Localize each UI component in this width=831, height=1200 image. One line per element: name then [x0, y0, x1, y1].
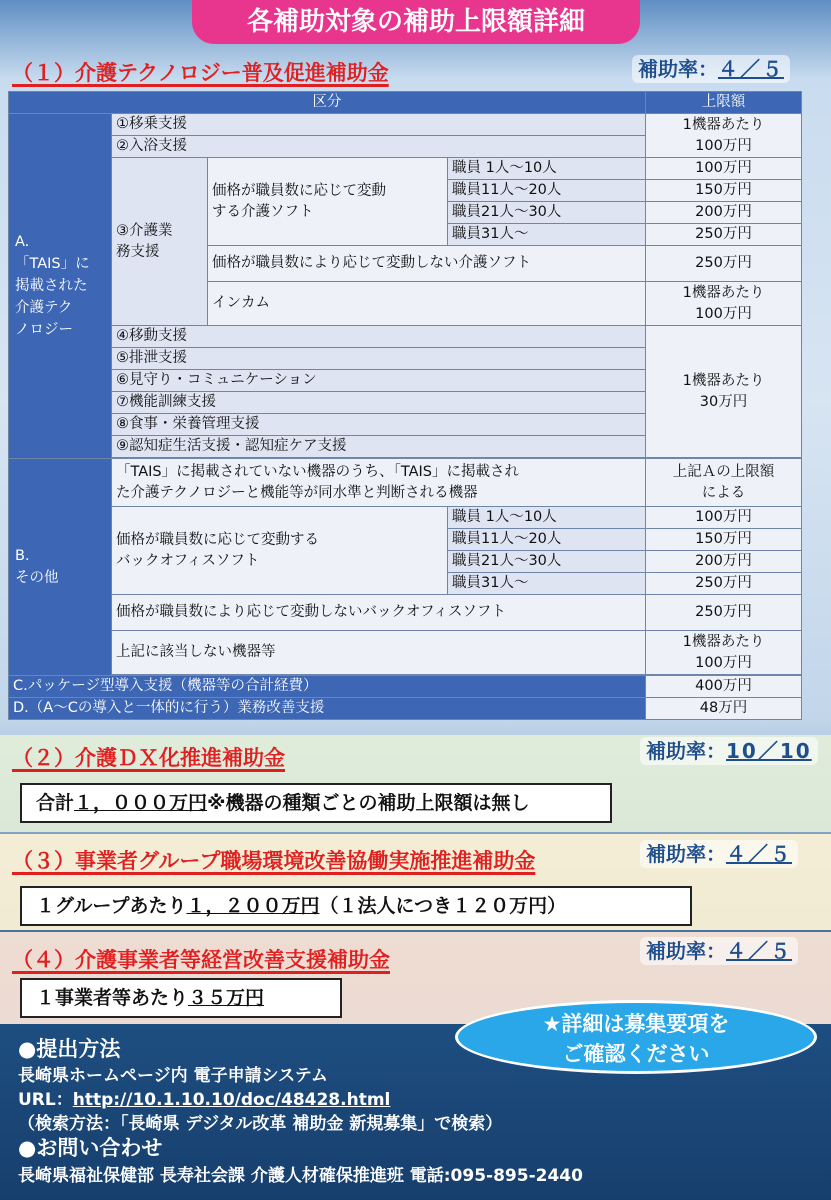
section4-rate	[640, 937, 798, 965]
staff-limit: 100万円	[646, 158, 802, 180]
section2-title: （２）介護ＤＸ化推進補助金	[12, 746, 285, 770]
staff-tier: 職員 1人〜10人	[448, 507, 646, 529]
notice-oval	[455, 1000, 817, 1074]
limit-line: 1機器あたり	[682, 372, 765, 389]
staff-limit: 250万円	[646, 224, 802, 246]
section4-title: （４）介護事業者等経営改善支援補助金	[12, 948, 390, 972]
item-a6: ⑥見守り・コミュニケーション	[112, 370, 646, 392]
item-b3: 価格が職員数により応じて変動しないバックオフィスソフト	[112, 595, 646, 631]
rate-label: 補助率：	[638, 57, 718, 81]
limit-b1	[646, 459, 802, 507]
item-b4: 上記に該当しない機器等	[112, 631, 646, 675]
item-b2-line: 価格が職員数に応じて変動する	[116, 531, 319, 548]
submit-heading: ●提出方法	[18, 1037, 121, 1061]
rate-label: 補助率：	[646, 739, 726, 763]
limit-a3-incom	[646, 282, 802, 326]
category-a-line: 掲載された	[15, 278, 88, 294]
notice-line: ★詳細は募集要項を	[542, 1012, 730, 1036]
search-hint: （検索方法：「長崎県 デジタル改革 補助金 新規募集」で検索）	[18, 1114, 503, 1134]
item-b2	[112, 507, 448, 595]
staff-limit: 100万円	[646, 507, 802, 529]
url-link[interactable]: http://10.1.10.10/doc/48428.html	[72, 1090, 391, 1110]
box-amount: ３５万円	[188, 987, 265, 1009]
section2-box	[20, 783, 612, 823]
limit-b3: 250万円	[646, 595, 802, 631]
header-kubun: 区分	[9, 92, 646, 114]
limit-line: 30万円	[699, 393, 748, 410]
staff-tier: 職員11人〜20人	[448, 529, 646, 551]
contact-line: 長崎県福祉保健部 長寿社会課 介護人材確保推進班 電話:095-895-2440	[18, 1166, 583, 1186]
item-b1-line: 「TAIS」に掲載されていない機器のうち、「TAIS」に掲載され	[116, 463, 520, 480]
item-a5: ⑤排泄支援	[112, 348, 646, 370]
item-a7: ⑦機能訓練支援	[112, 392, 646, 414]
category-b-line: その他	[15, 570, 59, 586]
box-prefix: １事業者等あたり	[36, 987, 189, 1009]
section1-title: （１）介護テクノロジー普及促進補助金	[12, 61, 389, 85]
category-b-line: B.	[15, 548, 30, 564]
limit-line: 100万円	[695, 137, 752, 154]
header-limit: 上限額	[646, 92, 802, 114]
staff-limit: 150万円	[646, 180, 802, 202]
item-a8: ⑧食事・栄養管理支援	[112, 414, 646, 436]
item-a3-fixed: 価格が職員数により応じて変動しない介護ソフト	[208, 246, 646, 282]
staff-limit: 200万円	[646, 202, 802, 224]
item-b1-line: た介護テクノロジーと機能等が同水準と判断される機器	[116, 484, 478, 501]
limit-c: 400万円	[646, 676, 802, 698]
category-a-line: ノロジー	[15, 322, 73, 338]
section3-rate	[640, 840, 798, 868]
staff-tier: 職員21人〜30人	[448, 551, 646, 573]
limit-a3-fixed: 250万円	[646, 246, 802, 282]
staff-tier: 職員11人〜20人	[448, 180, 646, 202]
section3-box	[20, 886, 692, 926]
item-a1: ①移乗支援	[112, 114, 646, 136]
item-a2: ②入浴支援	[112, 136, 646, 158]
staff-limit: 250万円	[646, 573, 802, 595]
staff-tier: 職員31人〜	[448, 224, 646, 246]
url-label: URL：	[18, 1090, 73, 1110]
rate-value: ４／５	[726, 939, 792, 963]
limit-line: 100万円	[695, 305, 752, 322]
category-a-line: A.	[15, 234, 30, 250]
staff-tier: 職員 1人〜10人	[448, 158, 646, 180]
url-line	[18, 1088, 390, 1112]
limit-line: による	[701, 484, 746, 501]
rate-value: 10／10	[726, 739, 812, 763]
page-title: 各補助対象の補助上限額詳細	[192, 0, 640, 44]
limit-line: 上記Ａの上限額	[672, 463, 775, 480]
rate-label: 補助率：	[646, 842, 726, 866]
category-a-line: 「TAIS」に	[15, 256, 90, 272]
limit-line: 100万円	[695, 654, 752, 671]
item-a3-soft-line: する介護ソフト	[212, 203, 314, 220]
limit-a4-a9	[646, 326, 802, 458]
item-b2-line: バックオフィスソフト	[116, 552, 260, 569]
limit-a1-a2	[646, 114, 802, 158]
item-c: C.パッケージ型導入支援（機器等の合計経費）	[9, 676, 646, 698]
limit-b4	[646, 631, 802, 675]
limit-line: 1機器あたり	[682, 633, 765, 650]
staff-tier: 職員31人〜	[448, 573, 646, 595]
item-a4: ④移動支援	[112, 326, 646, 348]
rate-value: ４／５	[718, 57, 784, 81]
box-note: ※機器の種類ごとの補助上限額は無し	[207, 792, 530, 814]
limit-line: 1機器あたり	[682, 116, 765, 133]
item-a9: ⑨認知症生活支援・認知症ケア支援	[112, 436, 646, 458]
box-amount: １，０００万円	[74, 792, 208, 814]
item-b1	[112, 459, 646, 507]
box-prefix: １グループあたり	[36, 895, 187, 917]
item-a3-line: 務支援	[116, 243, 160, 260]
limit-line: 1機器あたり	[682, 284, 765, 301]
box-note: （１法人につき１２０万円）	[319, 895, 567, 917]
category-b	[9, 459, 112, 676]
item-a3-line: ③介護業	[116, 222, 173, 239]
item-a3	[112, 158, 208, 326]
category-a	[9, 114, 112, 459]
limit-d: 48万円	[646, 698, 802, 720]
staff-tier: 職員21人〜30人	[448, 202, 646, 224]
item-a3-soft-line: 価格が職員数に応じて変動	[212, 182, 386, 199]
submit-line: 長崎県ホームページ内 電子申請システム	[18, 1066, 328, 1086]
item-d: D.（A〜Cの導入と一体的に行う）業務改善支援	[9, 698, 646, 720]
category-a-line: 介護テク	[15, 300, 73, 316]
staff-limit: 150万円	[646, 529, 802, 551]
item-a3-soft	[208, 158, 448, 246]
contact-heading: ●お問い合わせ	[18, 1136, 163, 1160]
box-prefix: 合計	[36, 792, 75, 814]
notice-line: ご確認ください	[562, 1042, 710, 1066]
item-a3-incom: インカム	[208, 282, 646, 326]
section1-rate	[632, 55, 790, 83]
subsidy-limit-table	[8, 91, 802, 720]
rate-label: 補助率：	[646, 939, 726, 963]
box-amount: １，２００万円	[186, 895, 320, 917]
staff-limit: 200万円	[646, 551, 802, 573]
rate-value: ４／５	[726, 842, 792, 866]
section3-title: （３）事業者グループ職場環境改善協働実施推進補助金	[12, 849, 536, 873]
section4-box	[20, 978, 342, 1018]
section2-rate	[640, 737, 818, 765]
